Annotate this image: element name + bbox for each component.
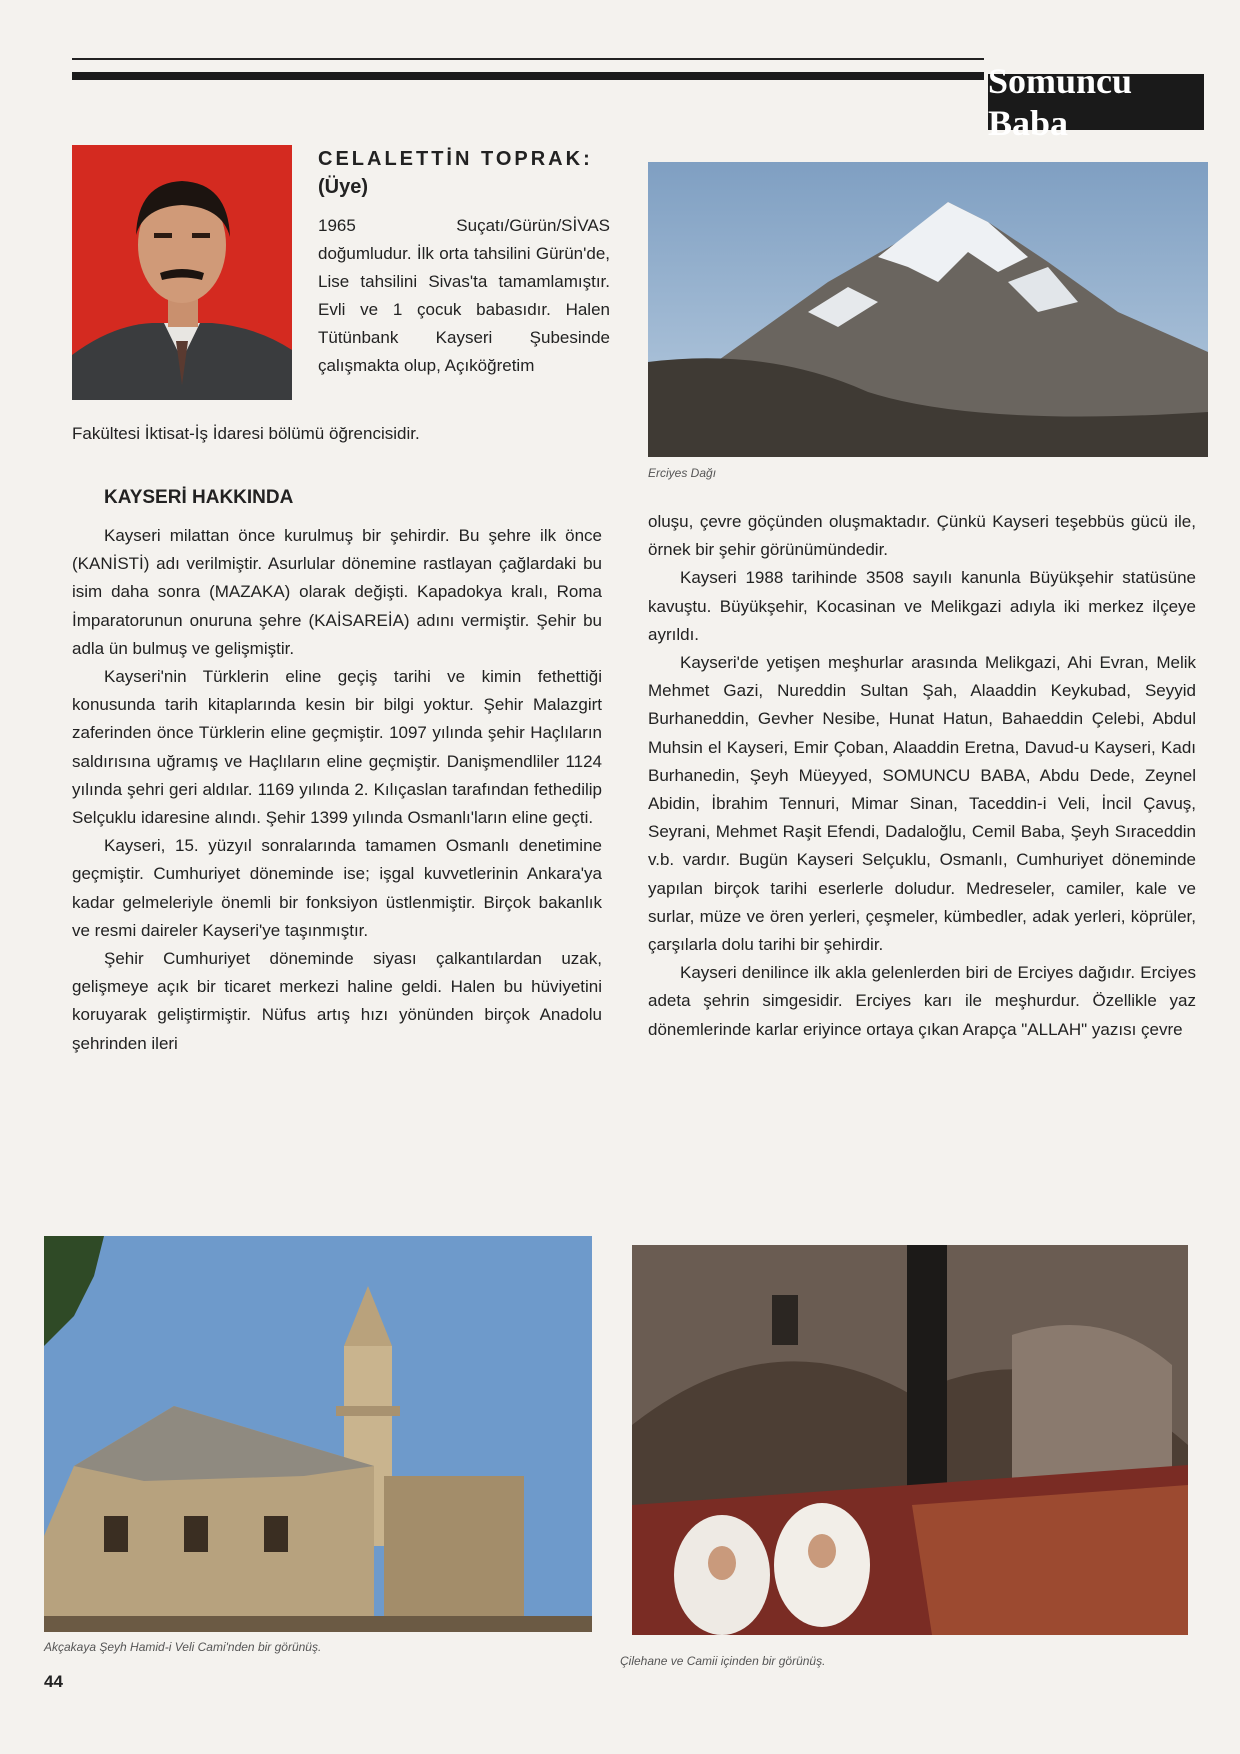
chilehane-interior-photo xyxy=(632,1245,1188,1635)
paragraph: Kayseri denilince ilk akla gelenlerden biri de Erciyes dağıdır. Erciyes adeta şehrin simgesidir. Erciyes karı ile meşhurdur. Özellikle yaz dönemlerinde karlar eriyince ortaya çıkan Arapça "ALLAH" yazısı çevre xyxy=(648,963,1196,1039)
profile-name: CELALETTİN TOPRAK: xyxy=(318,148,593,170)
paragraph: Kayseri'nin Türklerin eline geçiş tarihi ve kimin fethettiği konusunda tarih kitaplarında kesin bir bilgi yoktur. Şehir Malazgirt zaferinden önce Türklerin eline geçmiştir. 1097 yılında şehir Haçlıların saldırısına uğramış ve Haçlıların eline geçmiştir. Danişmendliler 1124 yılında şehri geri aldılar. 1169 yılında 2. Kılıçaslan tarafından fethedilip Selçuklu idaresine alındı. Şehir 1399 yılında Osmanlı'ların eline geçti. xyxy=(72,667,602,828)
paragraph: Kayseri'de yetişen meşhurlar arasında Melikgazi, Ahi Evran, Melik Mehmet Gazi, Nureddin Sultan Şah, Alaaddin Keykubad, Seyyid Burhaneddin, Gevher Nesibe, Hunat Hatun, Bahaeddin Çelebi, Abdul Muhsin el Kayseri, Emir Çoban, Alaaddin Eretna, Davud-u Kayseri, Kadı Burhanedin, Şeyh Müeyyed, SOMUNCU BABA, Abdu Dede, Zeynel Abidin, İbrahim Tennuri, Mimar Sinan, Taceddin-i Veli, İncil Çavuş, Seyrani, Mehmet Raşit Efendi, Dadaloğlu, Cemil Baba, Şeyh Sıraceddin v.b. vardır. Bugün Kayseri Selçuklu, Osmanlı, Cumhuriyet döneminde yapılan birçok tarihi eserlerle doludur. Medreseler, camiler, kale ve surlar, müze ve ören yerleri, çeşmeler, kümbedler, adak yerleri, köprüler, çarşılarla dolu tarihi bir şehirdir. xyxy=(648,653,1196,955)
profile-bio-continued: Fakültesi İktisat-İş İdaresi bölümü öğrencisidir. xyxy=(72,424,420,443)
paragraph: Kayseri, 15. yüzyıl sonralarında tamamen Osmanlı denetimine geçmiştir. Cumhuriyet döneminde ise; işgal kuvvetlerinin Ankara'ya kadar gelmeleriyle önemli bir fonksiyon üstlenmiştir. Birçok bakanlık ve resmi daireler Kayseri'ye taşınmıştır. xyxy=(72,836,602,940)
profile-bio: 1965 Suçatı/Gürün/SİVAS doğumludur. İlk orta tahsilini Gürün'de, Lise tahsilini Sivas'ta tamamlamıştır. Evli ve 1 çocuk babasıdır. Halen Tütünbank Kayseri Şubesinde çalışmakta olup, Açıköğretim xyxy=(318,216,610,375)
interior-caption: Çilehane ve Camii içinden bir görünüş. xyxy=(620,1654,826,1668)
paragraph: Kayseri 1988 tarihinde 3508 sayılı kanunla Büyükşehir statüsüne kavuştu. Büyükşehir, Kocasinan ve Melikgazi adıyla iki merkez ilçeye ayrıldı. xyxy=(648,568,1196,644)
paragraph: Şehir Cumhuriyet döneminde siyası çalkantılardan uzak, gelişmeye açık bir ticaret merkezi haline geldi. Halen bu hüviyetini koruyarak geliştirmiştir. Nüfus artış hızı yönünden birçok Anadolu şehrinden ileri xyxy=(72,949,602,1053)
page-number: 44 xyxy=(44,1672,63,1691)
paragraph: oluşu, çevre göçünden oluşmaktadır. Çünkü Kayseri teşebbüs gücü ile, örnek bir şehir görünümündedir. xyxy=(648,512,1196,560)
profile-role: (Üye) xyxy=(318,176,369,198)
paragraph: Kayseri milattan önce kurulmuş bir şehirdir. Bu şehre ilk önce (KANİSTİ) adı verilmiştir. Asurlular dönemine rastlayan çağlardaki bu isim daha sonra (MAZAKA) olarak değişti. Kapadokya kralı, Roma İmparatorunun onuruna şehre (KAİSAREİA) adını vermiştir. Şehir bu adla ün bulmuş ve gelişmiştir. xyxy=(72,526,602,658)
article-right-column xyxy=(648,508,1196,1044)
mosque-caption: Akçakaya Şeyh Hamid-i Veli Cami'nden bir görünüş. xyxy=(44,1640,322,1654)
erciyes-mountain-photo xyxy=(648,162,1208,457)
article-left-column xyxy=(72,522,602,1058)
header-rule-thick xyxy=(72,72,984,80)
header-rule-thin xyxy=(72,58,984,60)
section-heading: KAYSERİ HAKKINDA xyxy=(104,487,294,508)
portrait-photo xyxy=(72,145,292,400)
magazine-title: Somuncu Baba xyxy=(988,74,1204,130)
mosque-photo xyxy=(44,1236,592,1632)
mountain-caption: Erciyes Dağı xyxy=(648,466,717,480)
